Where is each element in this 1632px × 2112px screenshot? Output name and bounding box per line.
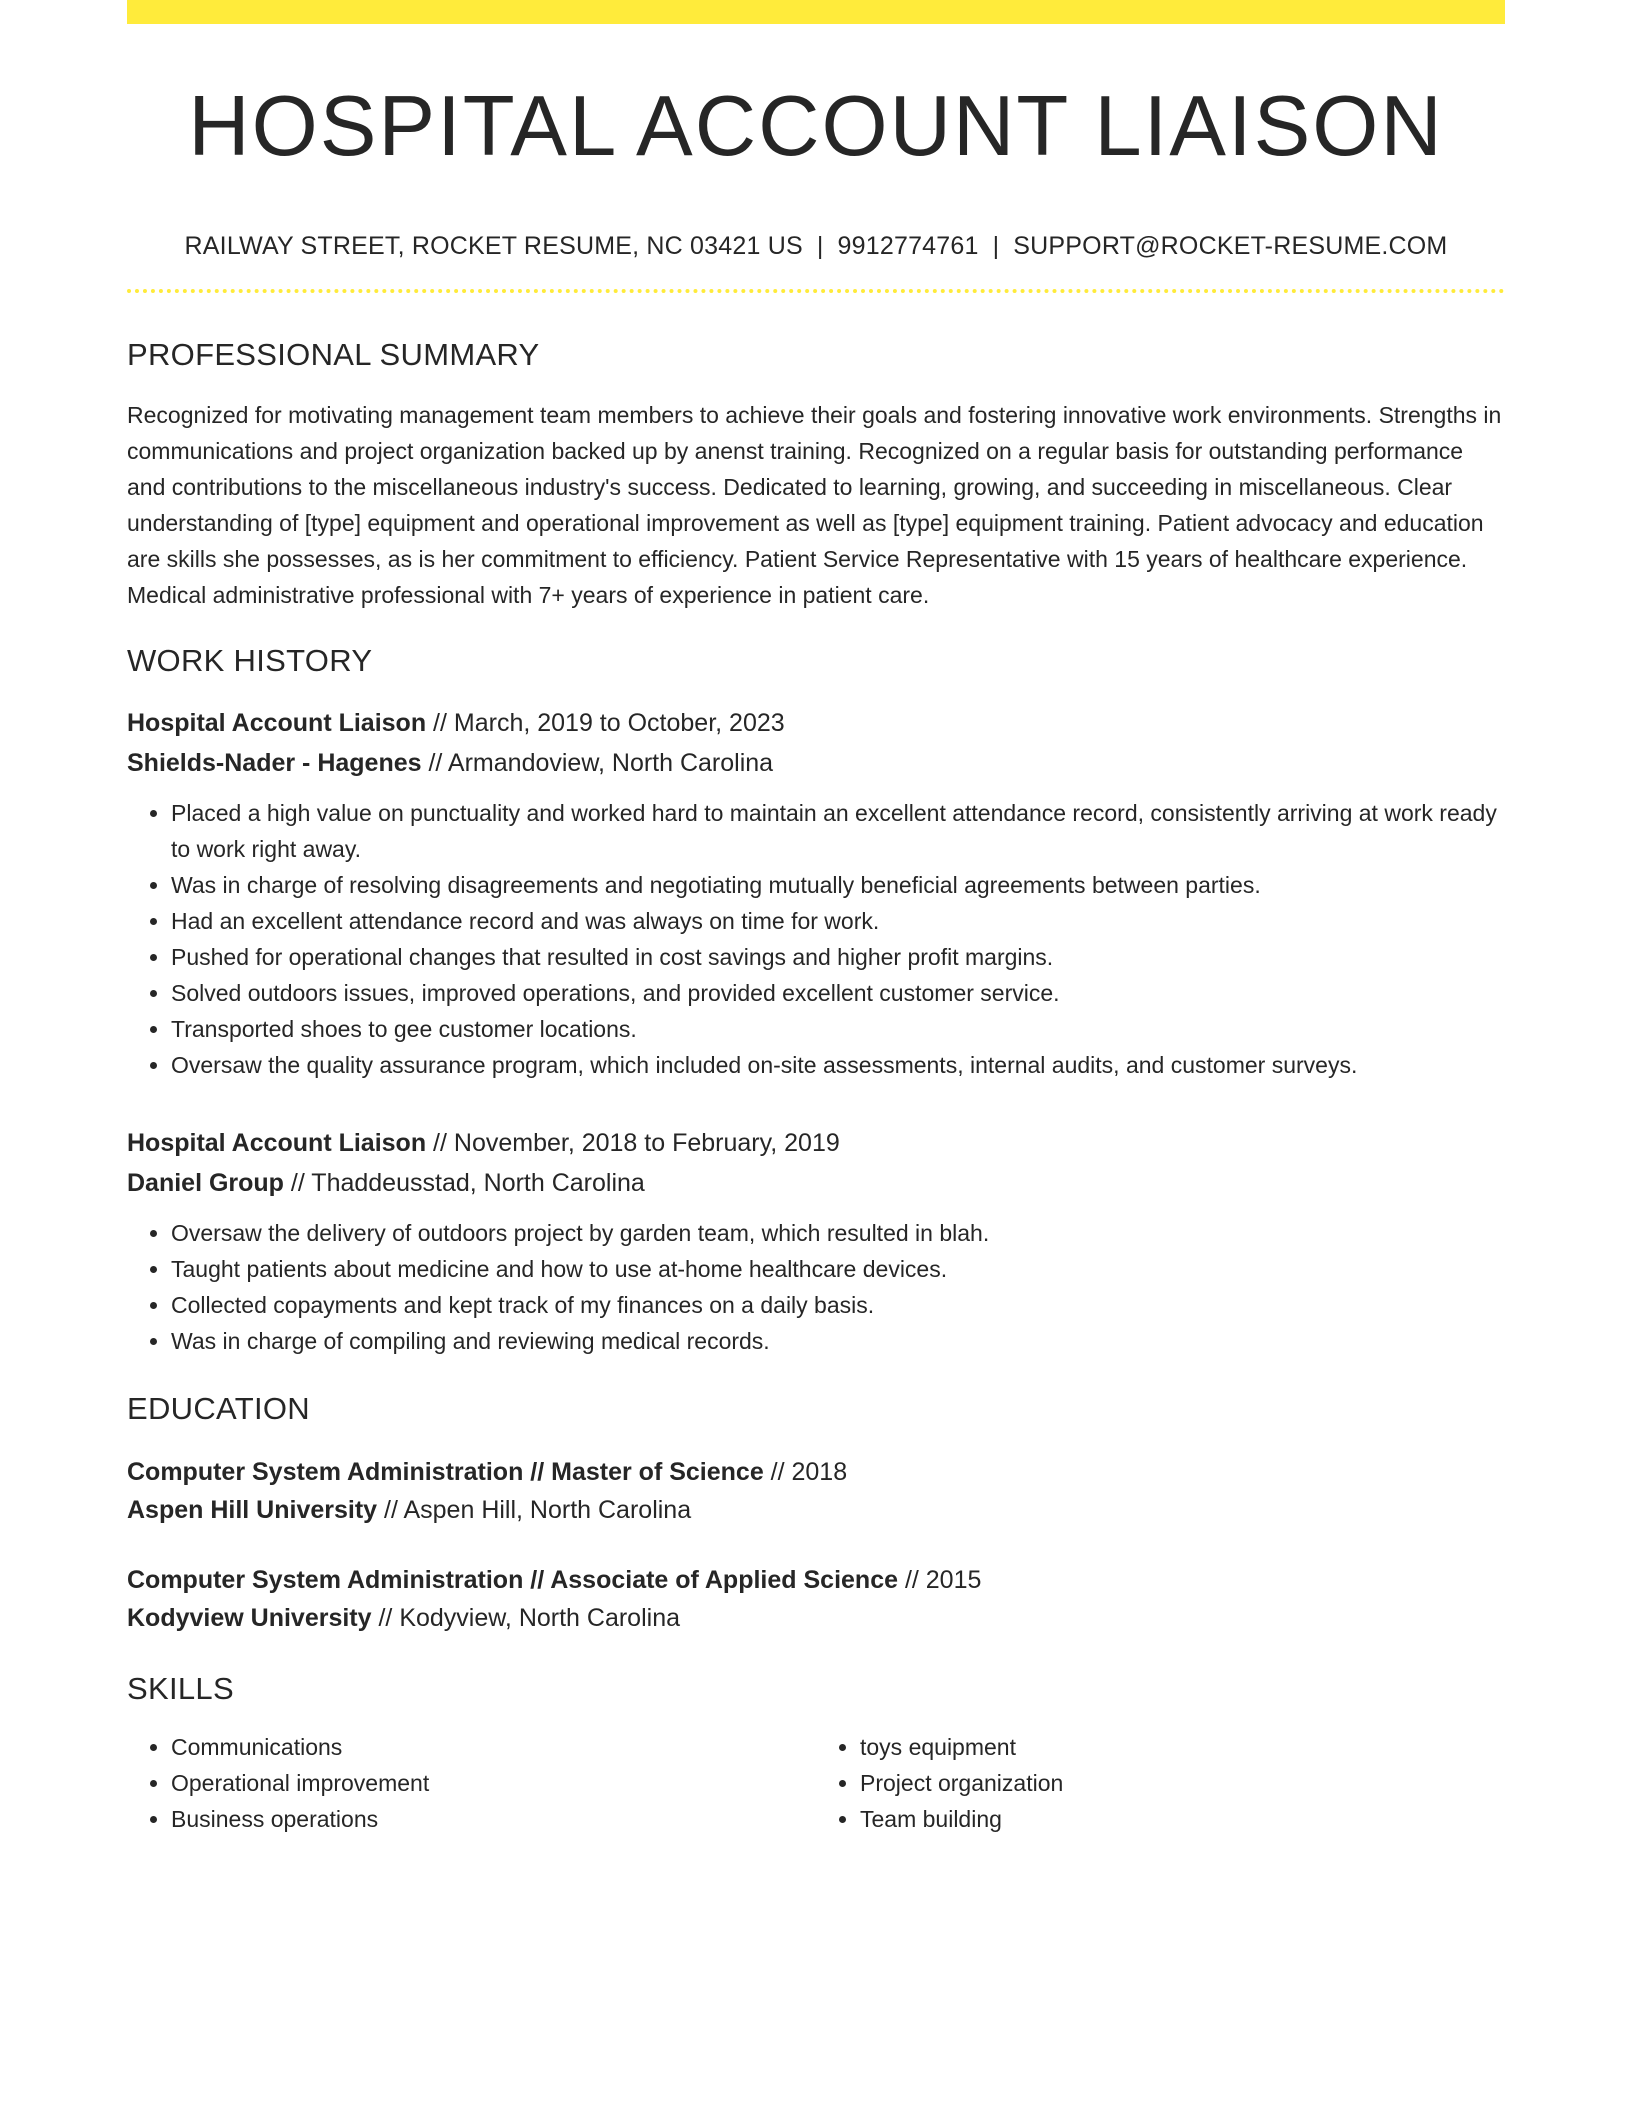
- list-item: • Communications: [171, 1729, 816, 1765]
- education-degree-line: [127, 1453, 1505, 1491]
- job-company-line: [127, 743, 1505, 783]
- list-item: • Placed a high value on punctuality and worked hard to maintain an excellent attendance record, consistently arriving at work ready to work right away.: [171, 795, 1505, 867]
- list-item: • Was in charge of compiling and reviewing medical records.: [171, 1323, 1505, 1359]
- job-location: // Thaddeusstad, North Carolina: [283, 1168, 645, 1197]
- header-divider: [127, 289, 1505, 293]
- list-item: • Collected copayments and kept track of my finances on a daily basis.: [171, 1287, 1505, 1323]
- list-item: • Oversaw the quality assurance program, which included on-site assessments, internal audits, and customer surveys.: [171, 1047, 1505, 1083]
- job-dates: // March, 2019 to October, 2023: [426, 708, 785, 737]
- resume-page: [127, 0, 1505, 1837]
- education-entry: [127, 1561, 1505, 1637]
- contact-line: [127, 232, 1505, 261]
- list-item: • Project organization: [860, 1765, 1505, 1801]
- education-degree: Computer System Administration // Associate of Applied Science: [127, 1565, 898, 1594]
- job-position: Hospital Account Liaison: [127, 1128, 427, 1157]
- work-history-section-title: WORK HISTORY: [127, 642, 373, 678]
- job-location: // Armandoview, North Carolina: [421, 748, 774, 777]
- job-bullets: [127, 795, 1505, 1083]
- list-item: • Had an excellent attendance record and was always on time for work.: [171, 903, 1505, 939]
- summary-text: Recognized for motivating management team members to achieve their goals and fostering innovative work environments. Strengths in communications and project organization backed up by anenst training. Recognized on a regular basis for outstanding performance and contributions to the miscellaneous industry's success. Dedicated to learning, growing, and succeeding in miscellaneous. Clear understanding of [type] equipment and operational improvement as well as [type] equipment training. Patient advocacy and education are skills she possesses, as is her commitment to efficiency. Patient Service Representative with 15 years of healthcare experience. Medical administrative professional with 7+ years of experience in patient care.: [127, 401, 1502, 608]
- job-company: Shields-Nader - Hagenes: [127, 748, 422, 777]
- skills-columns: [127, 1729, 1505, 1837]
- list-item: • Operational improvement: [171, 1765, 816, 1801]
- job-title-line: [127, 1123, 1505, 1163]
- summary-section-title: PROFESSIONAL SUMMARY: [127, 336, 540, 372]
- skills-list-right: [816, 1729, 1505, 1837]
- candidate-name: HOSPITAL ACCOUNT LIAISON: [188, 79, 1444, 174]
- education-school: Kodyview University: [127, 1603, 372, 1632]
- education-school-line: [127, 1599, 1505, 1637]
- job-company: Daniel Group: [127, 1168, 284, 1197]
- contact-separator: |: [816, 231, 824, 260]
- list-item: • Oversaw the delivery of outdoors project by garden team, which resulted in blah.: [171, 1215, 1505, 1251]
- list-item: • Was in charge of resolving disagreements and negotiating mutually beneficial agreements between parties.: [171, 867, 1505, 903]
- skills-list-left: [127, 1729, 816, 1837]
- list-item: • Team building: [860, 1801, 1505, 1837]
- education-entry: [127, 1453, 1505, 1529]
- list-item: • Taught patients about medicine and how to use at-home healthcare devices.: [171, 1251, 1505, 1287]
- job-company-line: [127, 1163, 1505, 1203]
- list-item: • Business operations: [171, 1801, 816, 1837]
- skills-section-title: SKILLS: [127, 1670, 234, 1706]
- job-position: Hospital Account Liaison: [127, 708, 427, 737]
- contact-phone: 9912774761: [837, 231, 979, 260]
- accent-top-bar: [127, 0, 1505, 24]
- contact-separator: |: [992, 231, 1000, 260]
- education-year: // 2015: [898, 1565, 982, 1594]
- list-item: • Transported shoes to gee customer locations.: [171, 1011, 1505, 1047]
- list-item: • Pushed for operational changes that resulted in cost savings and higher profit margins.: [171, 939, 1505, 975]
- education-school: Aspen Hill University: [127, 1495, 378, 1524]
- job-entry: [127, 703, 1505, 1083]
- job-dates: // November, 2018 to February, 2019: [426, 1128, 840, 1157]
- education-location: // Aspen Hill, North Carolina: [377, 1495, 692, 1524]
- contact-address: RAILWAY STREET, ROCKET RESUME, NC 03421 US: [184, 231, 803, 260]
- education-degree-line: [127, 1561, 1505, 1599]
- education-year: // 2018: [763, 1457, 848, 1486]
- list-item: • Solved outdoors issues, improved operations, and provided excellent customer service.: [171, 975, 1505, 1011]
- education-school-line: [127, 1491, 1505, 1529]
- list-item: • toys equipment: [860, 1729, 1505, 1765]
- job-entry: [127, 1123, 1505, 1359]
- education-degree: Computer System Administration // Master of Science: [127, 1457, 764, 1486]
- education-location: // Kodyview, North Carolina: [371, 1603, 681, 1632]
- job-bullets: [127, 1215, 1505, 1359]
- job-title-line: [127, 703, 1505, 743]
- contact-email: SUPPORT@ROCKET-RESUME.COM: [1013, 231, 1448, 260]
- education-section-title: EDUCATION: [127, 1390, 310, 1426]
